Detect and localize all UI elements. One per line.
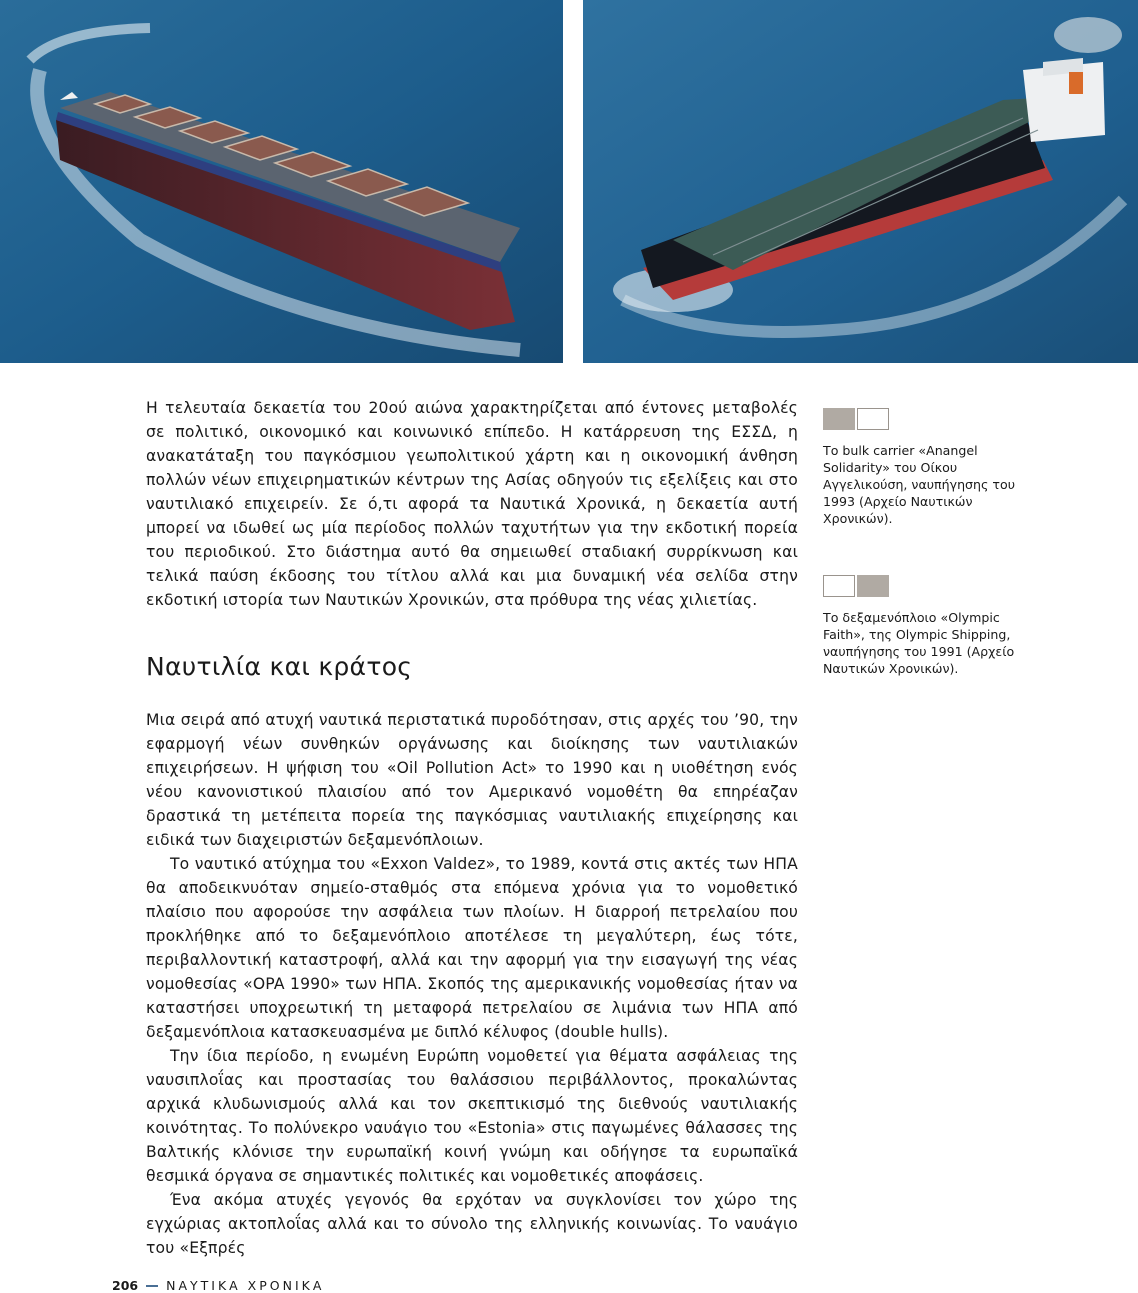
body-paragraph: Την ίδια περίοδο, η ενωμένη Ευρώπη νομοθετεί για θέματα ασφάλειας της ναυσιπλοΐας και προστασίας του θαλάσσιου περιβάλλοντος, προκαλώντας αρχικά κλυδωνισμούς αλλά και τον σκεπτικισμό της διεθνούς ναυτιλιακής κοινότητας. Το πολύνεκρο ναυάγιο του «Estonia» στις παγωμένες θάλασσες της Βαλτικής κλόνισε την ευρωπαϊκή κοινή γνώμη και οδήγησε τα ευρωπαϊκά θεσμικά όργανα σε σημαντικές πολιτικές και νομοθετικές αποφάσεις.: [146, 1047, 798, 1185]
section-body: [146, 708, 798, 1260]
publication-name: ΝΑΥΤΙΚΑ ΧΡΟΝΙΚΑ: [166, 1278, 325, 1293]
caption-text: Το bulk carrier «Anangel Solidarity» του Οίκου Αγγελικούση, ναυπήγησης του 1993 (Αρχείο Ναυτικών Χρονικών).: [823, 443, 1015, 526]
footer-dash: [146, 1285, 158, 1287]
section-heading: Ναυτιλία και κράτος: [146, 652, 413, 681]
indicator-box-filled: [823, 408, 855, 430]
indicator-box-empty: [857, 408, 889, 430]
body-paragraph: Μια σειρά από ατυχή ναυτικά περιστατικά πυροδότησαν, στις αρχές του ’90, την εφαρμογή νέων συνθηκών οργάνωσης και διοίκησης των ναυτιλιακών επιχειρήσεων. Η ψήφιση του «Oil Pollution Act» το 1990 και η υιοθέτηση ενός νέου κανονιστικού πλαισίου από τον Αμερικανό νομοθέτη θα επηρέαζαν δραστικά τη μετέπειτα πορεία της παγκόσμιας ναυτιλιακής επιχείρησης και ειδικά των διαχειριστών δεξαμενόπλοιων.: [146, 711, 798, 849]
intro-section: [146, 396, 798, 612]
indicator-box-filled: [857, 575, 889, 597]
indicator-box-empty: [823, 575, 855, 597]
intro-paragraph: Η τελευταία δεκαετία του 20ού αιώνα χαρακτηρίζεται από έντονες μεταβολές σε πολιτικό, οικονομικό και κοινωνικό επίπεδο. Η κατάρρευση της ΕΣΣΔ, η ανακατάταξη του παγκόσμιου γεωπολιτικού χάρτη και η οικονομική άνθηση πολλών νέων επιχειρηματικών κέντρων της Ασίας οδηγούν τις εξελίξεις και στο ναυτιλιακό επιχειρείν. Σε ό,τι αφορά τα Ναυτικά Χρονικά, η δεκαετία αυτή μπορεί να ιδωθεί ως μία περίοδος πολλών ταχυτήτων για την εκδοτική πορεία του περιοδικού. Στο διάστημα αυτό θα σημειωθεί σταδιακή συρρίκνωση και τελικά παύση έκδοσης του τίτλου αλλά και μια δυναμική νέα σελίδα στην εκδοτική ιστορία των Ναυτικών Χρονικών, στα πρόθυρα της νέας χιλιετίας.: [146, 399, 798, 609]
caption-right-photo: [823, 575, 1023, 677]
body-paragraph: Το ναυτικό ατύχημα του «Exxon Valdez», το 1989, κοντά στις ακτές των ΗΠΑ θα αποδεικνυόταν σημείο-σταθμός στα επόμενα χρόνια για το νομοθετικό πλαίσιο που αφορούσε την ασφάλεια των πλοίων. Η διαρροή πετρελαίου που προκλήθηκε από το δεξαμενόπλοιο αποτέλεσε τη μεγαλύτερη, έως τότε, περιβαλλοντική καταστροφή, αλλά και την αφορμή για την εισαγωγή της νέας νομοθεσίας «OPA 1990» των ΗΠΑ. Σκοπός της αμερικανικής νομοθεσίας ήταν να καταστήσει υποχρεωτική τη μεταφορά πετρελαίου σε λιμάνια των ΗΠΑ από δεξαμενόπλοια κατασκευασμένα με διπλό κέλυφος (double hulls).: [146, 855, 798, 1041]
caption-left-photo: [823, 408, 1023, 527]
tanker-photo: [583, 0, 1138, 363]
position-indicator-right: [823, 575, 1023, 597]
bulk-carrier-photo: [0, 0, 563, 363]
caption-text: Το δεξαμενόπλοιο «Olympic Faith», της Olympic Shipping, ναυπήγησης του 1991 (Αρχείο Ναυτικών Χρονικών).: [823, 610, 1015, 676]
position-indicator-left: [823, 408, 1023, 430]
body-paragraph: Ένα ακόμα ατυχές γεγονός θα ερχόταν να συγκλονίσει τον χώρο της εγχώριας ακτοπλοΐας αλλά και το σύνολο της ελληνικής κοινωνίας. Το ναυάγιο του «Εξπρές: [146, 1191, 798, 1257]
page-number: 206: [112, 1278, 139, 1293]
